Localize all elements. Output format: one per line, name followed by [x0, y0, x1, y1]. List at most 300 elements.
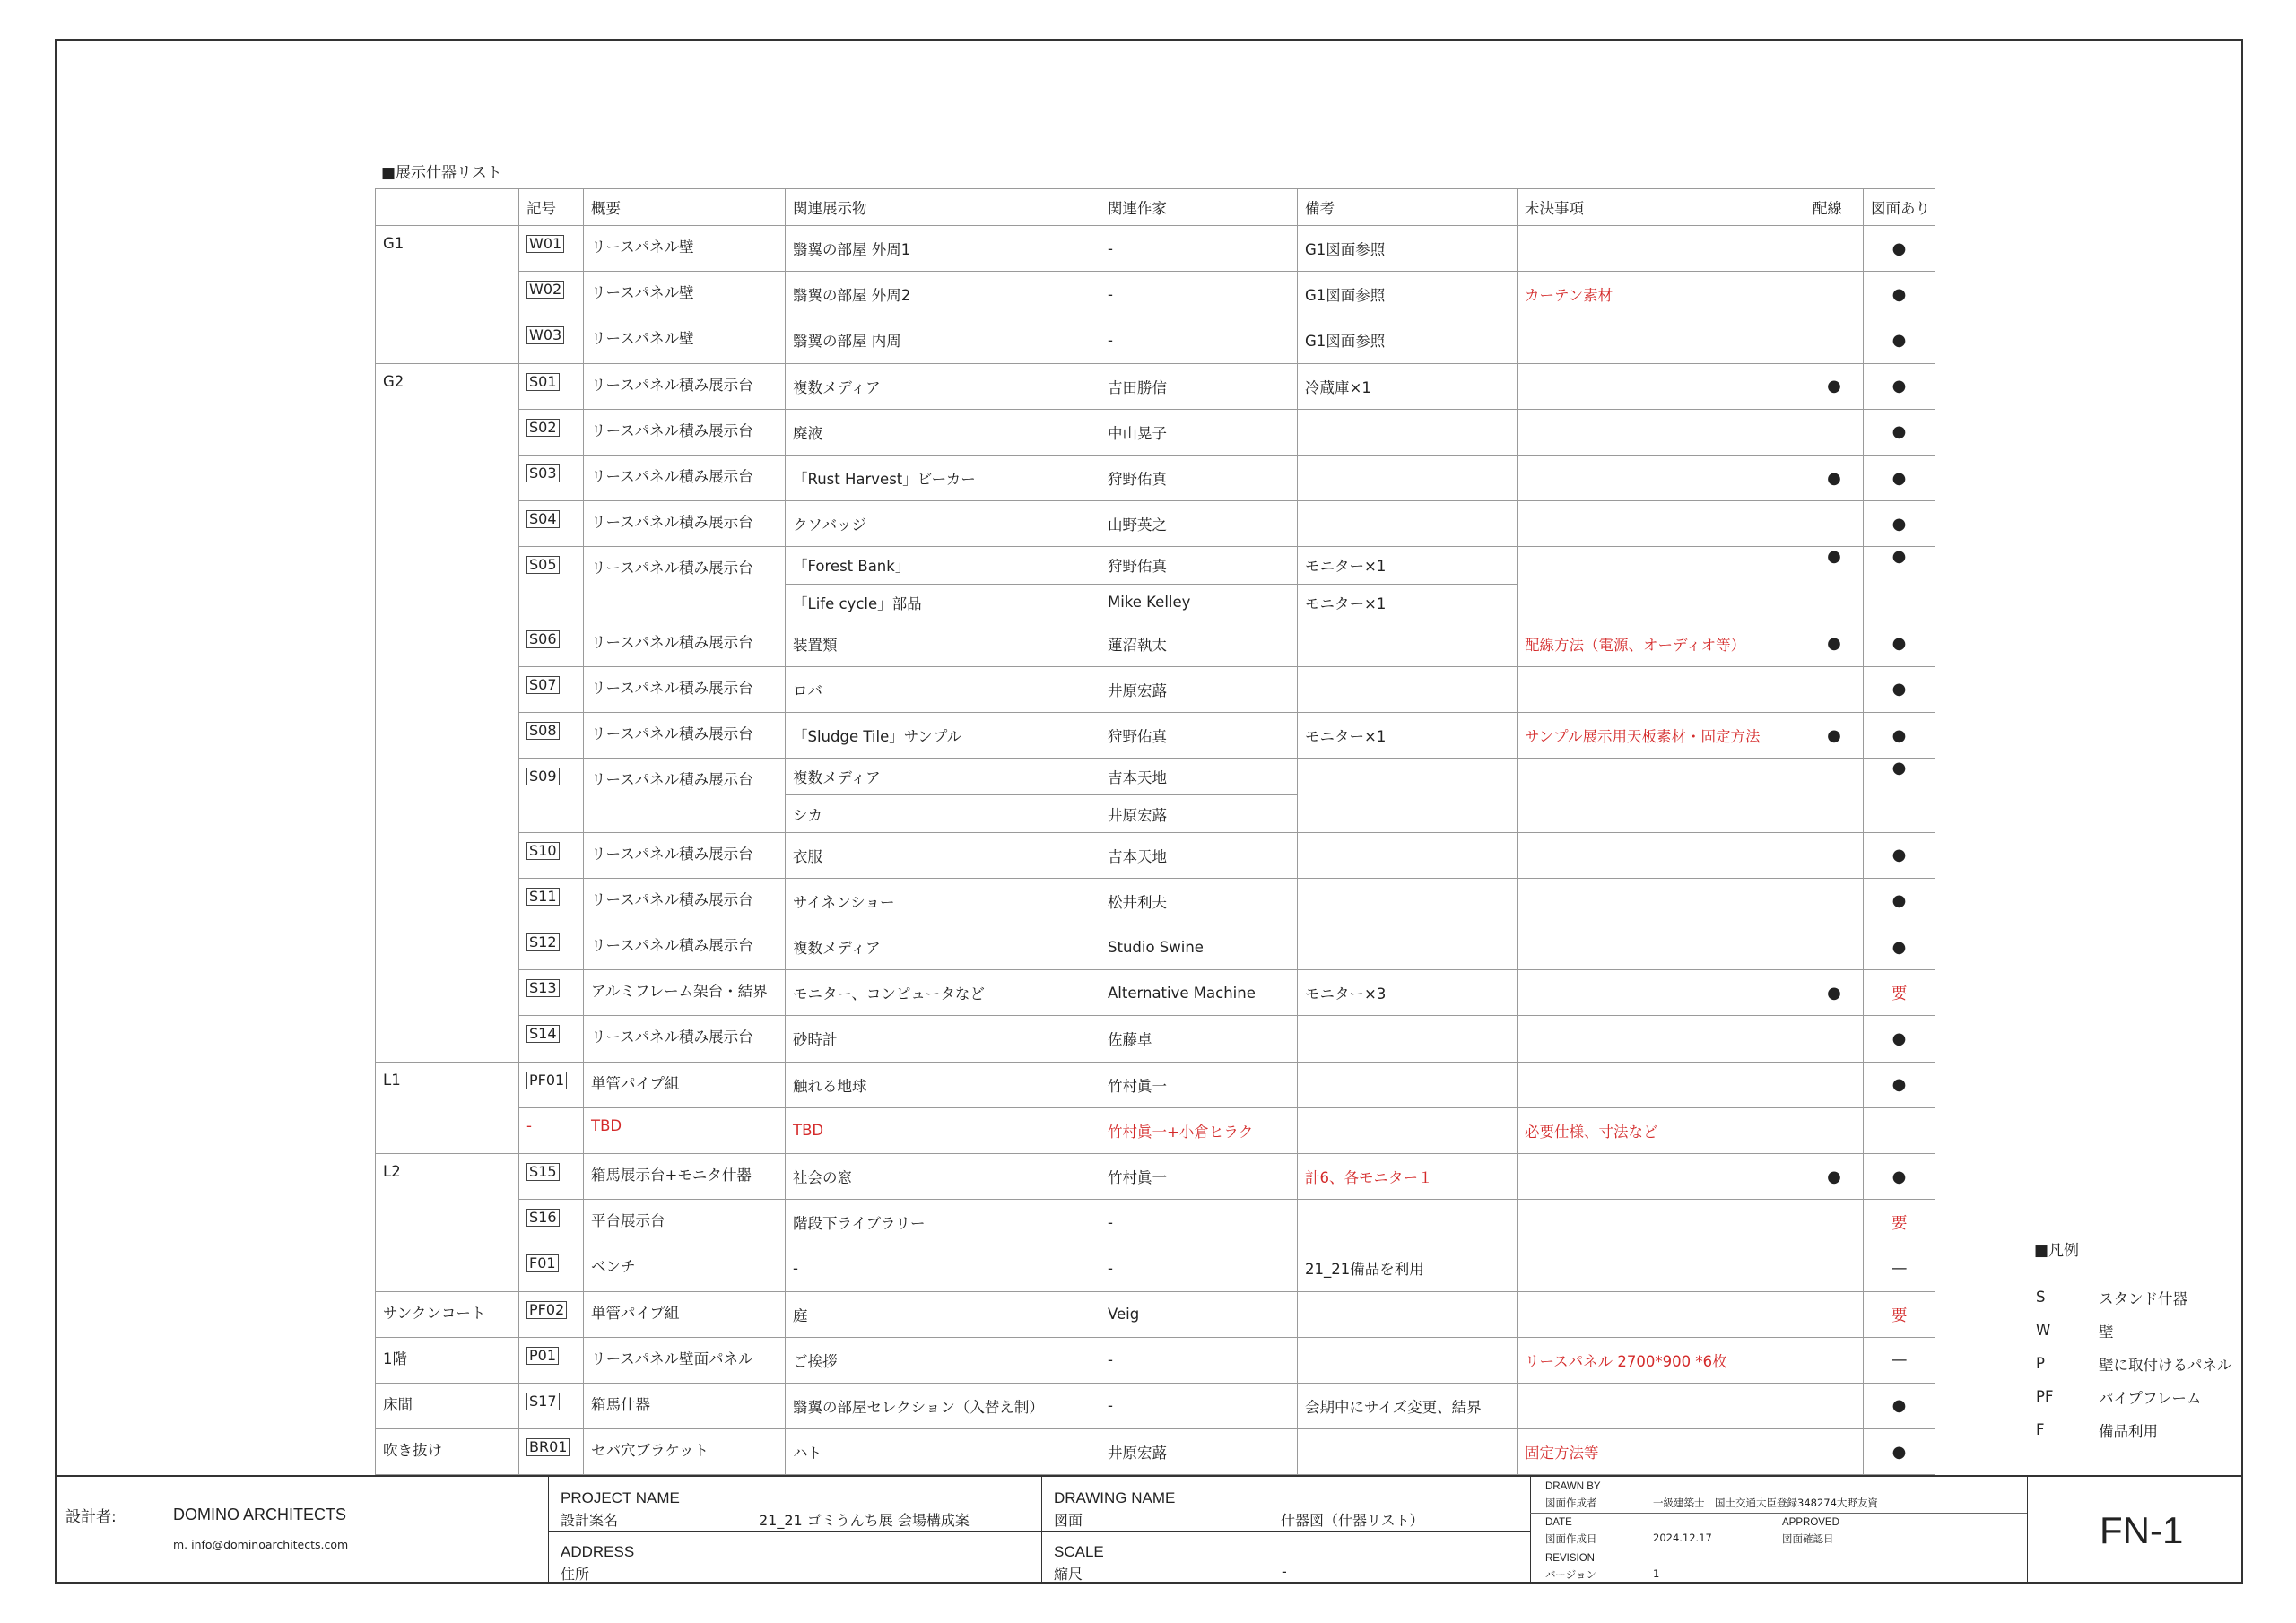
table-row	[376, 317, 1935, 363]
header-group	[376, 189, 519, 226]
artist-cell: 狩野佑真	[1100, 455, 1298, 500]
note-cell: 冷蔵庫×1	[1298, 363, 1518, 409]
note-cell: モニター×1	[1298, 547, 1518, 584]
legend-label: 壁に取付けるパネル	[2099, 1356, 2232, 1374]
table-row	[376, 1153, 1935, 1199]
table-row	[376, 501, 1935, 547]
code-cell	[519, 1107, 584, 1153]
exhibit-cell: 「Life cycle」部品	[786, 584, 1100, 621]
code-cell	[519, 1153, 584, 1199]
wiring-cell: ●	[1805, 455, 1864, 500]
code-cell	[519, 317, 584, 363]
artist-cell: 井原宏蕗	[1100, 1429, 1298, 1475]
group-cell: 吹き抜け	[376, 1429, 519, 1475]
artist-cell: 佐藤卓	[1100, 1016, 1298, 1062]
pending-cell	[1518, 409, 1805, 455]
note-cell: 計6、各モニター１	[1298, 1153, 1518, 1199]
pending-cell	[1518, 666, 1805, 712]
code-cell	[519, 1062, 584, 1107]
note-cell: モニター×1	[1298, 584, 1518, 621]
artist-cell: -	[1100, 226, 1298, 272]
pending-cell	[1518, 878, 1805, 924]
exhibit-cell: 触れる地球	[786, 1062, 1100, 1107]
fixture-code: S07	[526, 676, 560, 694]
note-cell: G1図面参照	[1298, 272, 1518, 317]
artist-cell: -	[1100, 272, 1298, 317]
table-row	[376, 1245, 1935, 1291]
exhibit-cell: 複数メディア	[786, 759, 1100, 795]
summary-cell: リースパネル積み展示台	[584, 1016, 786, 1062]
wiring-cell	[1805, 1429, 1864, 1475]
fixture-code: W03	[526, 326, 564, 344]
summary-cell: 平台展示台	[584, 1200, 786, 1245]
note-cell: モニター×1	[1298, 713, 1518, 759]
drawing-cell: ●	[1864, 832, 1935, 878]
address-label-en: ADDRESS	[561, 1543, 635, 1560]
table-row	[376, 272, 1935, 317]
code-cell	[519, 970, 584, 1016]
summary-cell: ベンチ	[584, 1245, 786, 1291]
code-cell	[519, 924, 584, 970]
note-cell	[1298, 666, 1518, 712]
exhibit-cell: モニター、コンピュータなど	[786, 970, 1100, 1016]
summary-cell: リースパネル積み展示台	[584, 363, 786, 409]
drawn-by-label-ja: 図面作成者	[1545, 1497, 1597, 1509]
fixture-code: F01	[526, 1254, 559, 1272]
note-cell: 21_21備品を利用	[1298, 1245, 1518, 1291]
pending-cell	[1518, 1245, 1805, 1291]
summary-cell: リースパネル積み展示台	[584, 759, 786, 832]
pending-cell: 必要仕様、寸法など	[1518, 1107, 1805, 1153]
wiring-cell	[1805, 1383, 1864, 1428]
note-cell	[1298, 832, 1518, 878]
revision-label-ja: バージョン	[1545, 1568, 1597, 1581]
revision-value: 1	[1653, 1567, 1660, 1580]
group-cell: L2	[376, 1153, 519, 1291]
header-drawing: 図面あり	[1864, 189, 1935, 226]
fixture-table-body	[376, 226, 1935, 1475]
table-row	[376, 878, 1935, 924]
pending-cell	[1518, 501, 1805, 547]
summary-cell: セパ穴ブラケット	[584, 1429, 786, 1475]
wiring-cell	[1805, 1107, 1864, 1153]
pending-cell	[1518, 924, 1805, 970]
legend-item	[2036, 1380, 2232, 1413]
fixture-code: S09	[526, 768, 560, 785]
approved-label-en: APPROVED	[1782, 1517, 1839, 1528]
pending-cell	[1518, 317, 1805, 363]
note-cell	[1298, 1200, 1518, 1245]
artist-cell: 竹村眞一+小倉ヒラク	[1100, 1107, 1298, 1153]
note-cell: G1図面参照	[1298, 226, 1518, 272]
pending-cell	[1518, 1383, 1805, 1428]
wiring-cell	[1805, 317, 1864, 363]
artist-cell: 井原宏蕗	[1100, 795, 1298, 832]
summary-cell: リースパネル積み展示台	[584, 501, 786, 547]
code-cell	[519, 1016, 584, 1062]
divider	[1530, 1513, 2027, 1514]
pending-cell	[1518, 1016, 1805, 1062]
fixture-code: S17	[526, 1393, 560, 1410]
summary-cell: リースパネル積み展示台	[584, 878, 786, 924]
wiring-cell	[1805, 924, 1864, 970]
exhibit-cell: 翳翼の部屋 外周2	[786, 272, 1100, 317]
drawing-cell: ●	[1864, 713, 1935, 759]
pending-cell	[1518, 1200, 1805, 1245]
pending-cell	[1518, 832, 1805, 878]
exhibit-cell: 複数メディア	[786, 363, 1100, 409]
legend-item	[2036, 1413, 2232, 1446]
fixture-code: PF01	[526, 1072, 567, 1089]
approved-label-ja: 図面確認日	[1782, 1532, 1834, 1545]
exhibit-cell: 翳翼の部屋セレクション（入替え制）	[786, 1383, 1100, 1428]
exhibit-cell: 廃液	[786, 409, 1100, 455]
exhibit-cell: -	[786, 1245, 1100, 1291]
exhibit-cell: 複数メディア	[786, 924, 1100, 970]
artist-cell: Studio Swine	[1100, 924, 1298, 970]
table-row	[376, 1291, 1935, 1337]
project-name-label-ja: 設計案名	[561, 1512, 619, 1529]
legend-label: スタンド什器	[2099, 1289, 2187, 1307]
fixture-code: W01	[526, 235, 564, 253]
header-pending: 未決事項	[1518, 189, 1805, 226]
table-row	[376, 924, 1935, 970]
legend-label: 備品利用	[2099, 1422, 2158, 1440]
group-cell: 床間	[376, 1383, 519, 1428]
note-cell	[1298, 621, 1518, 666]
summary-cell: リースパネル壁	[584, 317, 786, 363]
table-row	[376, 1062, 1935, 1107]
drawing-cell: ●	[1864, 455, 1935, 500]
code-cell	[519, 832, 584, 878]
fixture-code: S14	[526, 1025, 560, 1043]
drawing-name: 什器図（什器リスト）	[1281, 1512, 1424, 1529]
exhibit-cell: ご挨拶	[786, 1337, 1100, 1383]
wiring-cell	[1805, 226, 1864, 272]
fixture-code: S11	[526, 888, 560, 906]
code-cell	[519, 1383, 584, 1428]
drawing-cell: ●	[1864, 409, 1935, 455]
summary-cell: TBD	[584, 1107, 786, 1153]
fixture-code: -	[526, 1116, 532, 1134]
wiring-cell	[1805, 1337, 1864, 1383]
date-value: 2024.12.17	[1653, 1532, 1712, 1544]
code-cell	[519, 455, 584, 500]
table-row	[376, 1107, 1935, 1153]
wiring-cell: ●	[1805, 1153, 1864, 1199]
note-cell	[1298, 1337, 1518, 1383]
summary-cell: リースパネル積み展示台	[584, 666, 786, 712]
pending-cell	[1518, 1291, 1805, 1337]
header-wiring: 配線	[1805, 189, 1864, 226]
artist-cell: -	[1100, 1383, 1298, 1428]
summary-cell: リースパネル積み展示台	[584, 924, 786, 970]
wiring-cell: ●	[1805, 363, 1864, 409]
group-cell: サンクンコート	[376, 1291, 519, 1337]
summary-cell: 単管パイプ組	[584, 1291, 786, 1337]
summary-cell: リースパネル壁	[584, 272, 786, 317]
table-row	[376, 970, 1935, 1016]
code-cell	[519, 713, 584, 759]
table-header-row	[376, 189, 1935, 226]
table-row	[376, 226, 1935, 272]
exhibit-cell: サイネンショー	[786, 878, 1100, 924]
exhibit-cell: 衣服	[786, 832, 1100, 878]
exhibit-cell: ハト	[786, 1429, 1100, 1475]
pending-cell: 配線方法（電源、オーディオ等）	[1518, 621, 1805, 666]
note-cell	[1298, 1107, 1518, 1153]
header-note: 備考	[1298, 189, 1518, 226]
drawing-cell: ●	[1864, 501, 1935, 547]
fixture-code: P01	[526, 1347, 559, 1365]
drawing-cell: ●	[1864, 1062, 1935, 1107]
wiring-cell	[1805, 1291, 1864, 1337]
wiring-cell	[1805, 878, 1864, 924]
note-cell	[1298, 1062, 1518, 1107]
scale-label-ja: 縮尺	[1054, 1566, 1083, 1583]
fixture-code: W02	[526, 281, 564, 299]
legend-item	[2036, 1314, 2232, 1347]
code-cell	[519, 547, 584, 621]
artist-cell: -	[1100, 317, 1298, 363]
code-cell	[519, 1337, 584, 1383]
legend-label: パイプフレーム	[2099, 1389, 2202, 1407]
legend-key: W	[2036, 1322, 2051, 1339]
drawing-name-label-ja: 図面	[1054, 1512, 1083, 1529]
artist-cell: Mike Kelley	[1100, 584, 1298, 621]
code-cell	[519, 363, 584, 409]
exhibit-cell: シカ	[786, 795, 1100, 832]
note-cell	[1298, 409, 1518, 455]
drawing-cell: ●	[1864, 547, 1935, 621]
drawing-cell: ●	[1864, 924, 1935, 970]
legend-label: 壁	[2099, 1323, 2114, 1341]
artist-cell: 吉田勝信	[1100, 363, 1298, 409]
drawing-cell: —	[1864, 1337, 1935, 1383]
fixture-code: S02	[526, 419, 560, 437]
fixture-code: BR01	[526, 1438, 570, 1456]
fixture-code: S10	[526, 842, 560, 860]
summary-cell: リースパネル壁面パネル	[584, 1337, 786, 1383]
designer-name: DOMINO ARCHITECTS	[173, 1506, 347, 1523]
divider	[1041, 1531, 1530, 1532]
header-exhibit: 関連展示物	[786, 189, 1100, 226]
scale-value: -	[1282, 1563, 1287, 1580]
drawn-by: 一級建築士 国土交通大臣登録348274大野友資	[1653, 1497, 1878, 1509]
artist-cell: 松井利夫	[1100, 878, 1298, 924]
wiring-cell	[1805, 832, 1864, 878]
exhibit-cell: 「Forest Bank」	[786, 547, 1100, 584]
fixture-code: S05	[526, 556, 560, 574]
wiring-cell	[1805, 1016, 1864, 1062]
group-cell: 1階	[376, 1337, 519, 1383]
drawing-cell: ●	[1864, 1383, 1935, 1428]
pending-cell	[1518, 970, 1805, 1016]
pending-cell: リースパネル 2700*900 *6枚	[1518, 1337, 1805, 1383]
fixture-code: S15	[526, 1163, 560, 1181]
pending-cell	[1518, 363, 1805, 409]
table-row	[376, 547, 1935, 584]
summary-cell: リースパネル積み展示台	[584, 713, 786, 759]
artist-cell: Alternative Machine	[1100, 970, 1298, 1016]
wiring-cell	[1805, 666, 1864, 712]
fixture-code: S04	[526, 510, 560, 528]
summary-cell: アルミフレーム架台・結界	[584, 970, 786, 1016]
date-label-en: DATE	[1545, 1517, 1572, 1528]
note-cell: G1図面参照	[1298, 317, 1518, 363]
exhibit-cell: ロバ	[786, 666, 1100, 712]
divider	[1530, 1477, 1531, 1584]
drawing-cell: —	[1864, 1245, 1935, 1291]
exhibit-cell: 装置類	[786, 621, 1100, 666]
drawn-by-label-en: DRAWN BY	[1545, 1481, 1601, 1492]
divider	[2027, 1477, 2028, 1584]
header-artist: 関連作家	[1100, 189, 1298, 226]
legend-key: P	[2036, 1355, 2045, 1372]
exhibit-cell: 社会の窓	[786, 1153, 1100, 1199]
exhibit-cell: 翳翼の部屋 内周	[786, 317, 1100, 363]
wiring-cell	[1805, 1062, 1864, 1107]
artist-cell: -	[1100, 1337, 1298, 1383]
project-name-label-en: PROJECT NAME	[561, 1489, 680, 1506]
group-cell: G1	[376, 226, 519, 364]
fixture-code: S03	[526, 464, 560, 482]
wiring-cell: ●	[1805, 970, 1864, 1016]
table-row	[376, 1429, 1935, 1475]
note-cell	[1298, 1429, 1518, 1475]
designer-label: 設計者:	[65, 1508, 117, 1526]
drawing-cell: 要	[1864, 1291, 1935, 1337]
legend-item	[2036, 1280, 2232, 1314]
fixture-code: S08	[526, 722, 560, 740]
scale-label-en: SCALE	[1054, 1543, 1104, 1560]
table-row	[376, 1383, 1935, 1428]
summary-cell: リースパネル積み展示台	[584, 409, 786, 455]
date-label-ja: 図面作成日	[1545, 1532, 1597, 1545]
pending-cell: 固定方法等	[1518, 1429, 1805, 1475]
exhibit-cell: 「Sludge Tile」サンプル	[786, 713, 1100, 759]
summary-cell: リースパネル壁	[584, 226, 786, 272]
table-row	[376, 1200, 1935, 1245]
code-cell	[519, 621, 584, 666]
artist-cell: -	[1100, 1245, 1298, 1291]
pending-cell	[1518, 226, 1805, 272]
legend-key: S	[2036, 1289, 2046, 1306]
artist-cell: 竹村眞一	[1100, 1062, 1298, 1107]
address-label-ja: 住所	[561, 1566, 590, 1583]
drawing-cell	[1864, 1107, 1935, 1153]
exhibit-cell: 階段下ライブラリー	[786, 1200, 1100, 1245]
revision-label-en: REVISION	[1545, 1553, 1595, 1564]
note-cell	[1298, 1291, 1518, 1337]
code-cell	[519, 1245, 584, 1291]
summary-cell: 単管パイプ組	[584, 1062, 786, 1107]
drawing-cell: ●	[1864, 1016, 1935, 1062]
group-cell: L1	[376, 1062, 519, 1153]
wiring-cell	[1805, 759, 1864, 832]
fixture-code: S01	[526, 373, 560, 391]
summary-cell: 箱馬展示台+モニタ什器	[584, 1153, 786, 1199]
fixture-code: S12	[526, 933, 560, 951]
wiring-cell	[1805, 1200, 1864, 1245]
sheet-number: FN-1	[2100, 1509, 2184, 1551]
code-cell	[519, 1291, 584, 1337]
title-block	[55, 1475, 2243, 1584]
exhibit-cell: 翳翼の部屋 外周1	[786, 226, 1100, 272]
code-cell	[519, 272, 584, 317]
drawing-cell: ●	[1864, 317, 1935, 363]
table-row	[376, 363, 1935, 409]
header-code: 記号	[519, 189, 584, 226]
project-name: 21_21 ゴミうんち展 会場構成案	[759, 1512, 970, 1529]
wiring-cell	[1805, 501, 1864, 547]
pending-cell: サンプル展示用天板素材・固定方法	[1518, 713, 1805, 759]
note-cell	[1298, 924, 1518, 970]
artist-cell: Veig	[1100, 1291, 1298, 1337]
header-summary: 概要	[584, 189, 786, 226]
note-cell	[1298, 455, 1518, 500]
artist-cell: 吉本天地	[1100, 759, 1298, 795]
note-cell: 会期中にサイズ変更、結界	[1298, 1383, 1518, 1428]
table-row	[376, 455, 1935, 500]
summary-cell: 箱馬什器	[584, 1383, 786, 1428]
drawing-cell: 要	[1864, 970, 1935, 1016]
drawing-cell: ●	[1864, 363, 1935, 409]
drawing-cell: ●	[1864, 759, 1935, 832]
note-cell	[1298, 501, 1518, 547]
table-row	[376, 832, 1935, 878]
wiring-cell	[1805, 272, 1864, 317]
artist-cell: 蓮沼執太	[1100, 621, 1298, 666]
fixture-code: S16	[526, 1209, 560, 1227]
legend-key: PF	[2036, 1388, 2054, 1405]
exhibit-cell: 「Rust Harvest」ビーカー	[786, 455, 1100, 500]
list-title: ■展示什器リスト	[381, 164, 502, 182]
drawing-cell: ●	[1864, 666, 1935, 712]
pending-cell	[1518, 1062, 1805, 1107]
group-cell: G2	[376, 363, 519, 1062]
artist-cell: 井原宏蕗	[1100, 666, 1298, 712]
table-row	[376, 713, 1935, 759]
drawing-cell: ●	[1864, 878, 1935, 924]
fixture-table	[375, 188, 1935, 1475]
pending-cell	[1518, 547, 1805, 621]
note-cell	[1298, 878, 1518, 924]
pending-cell	[1518, 759, 1805, 832]
fixture-code: S13	[526, 979, 560, 997]
exhibit-cell: 庭	[786, 1291, 1100, 1337]
note-cell: モニター×3	[1298, 970, 1518, 1016]
table-row	[376, 666, 1935, 712]
table-row	[376, 409, 1935, 455]
table-row	[376, 1016, 1935, 1062]
drawing-cell: ●	[1864, 226, 1935, 272]
drawing-cell: ●	[1864, 1429, 1935, 1475]
pending-cell	[1518, 1153, 1805, 1199]
code-cell	[519, 1429, 584, 1475]
pending-cell	[1518, 455, 1805, 500]
code-cell	[519, 666, 584, 712]
wiring-cell	[1805, 409, 1864, 455]
fixture-code: S06	[526, 630, 560, 648]
code-cell	[519, 409, 584, 455]
code-cell	[519, 1200, 584, 1245]
pending-cell: カーテン素材	[1518, 272, 1805, 317]
artist-cell: 竹村眞一	[1100, 1153, 1298, 1199]
table-row	[376, 1337, 1935, 1383]
drawing-cell: 要	[1864, 1200, 1935, 1245]
legend-key: F	[2036, 1421, 2045, 1438]
